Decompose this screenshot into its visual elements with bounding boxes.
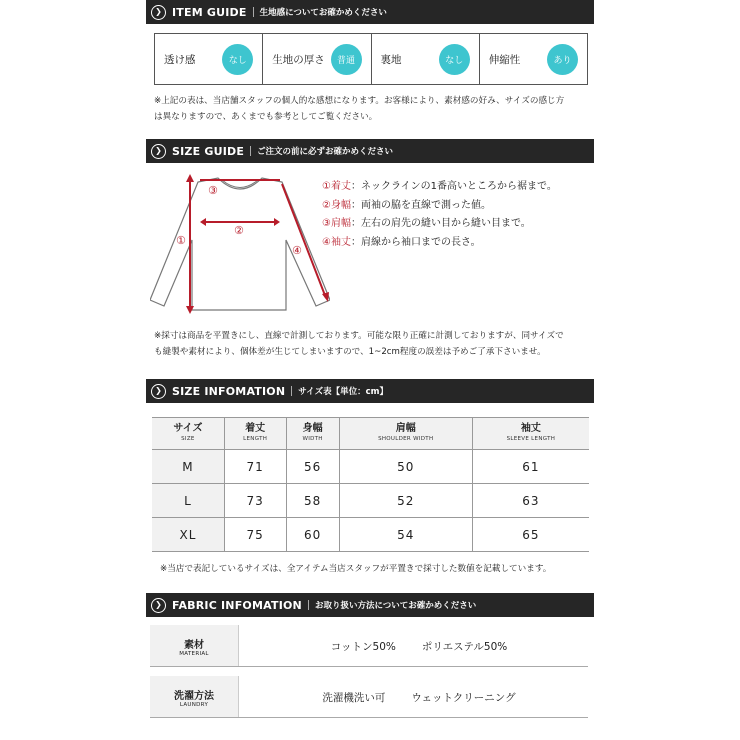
- size-guide-title: SIZE GUIDE: [172, 144, 245, 158]
- value-cell: 63: [522, 493, 540, 508]
- table-row: [152, 518, 589, 552]
- explanation-row: [322, 197, 557, 216]
- fabric-value: ウェットクリーニング: [411, 691, 516, 704]
- value-cell: 58: [286, 484, 339, 518]
- size-cell: XL: [152, 518, 224, 552]
- size-cell: L: [152, 484, 224, 518]
- size-cell: M: [152, 450, 224, 484]
- arrow-head: [186, 174, 194, 182]
- size-guide-note: [154, 328, 564, 360]
- note-line: ※採寸は商品を平置きにし、直線で計測しております。可能な限り正確に計測しておりますが、同サイズで: [154, 331, 564, 341]
- explanation-row: [322, 215, 557, 234]
- fabric-value: コットン50%: [330, 640, 396, 653]
- fabric-row-material: [150, 625, 588, 667]
- item-guide-note: [154, 93, 564, 125]
- fabric-info-title: FABRIC INFOMATION: [172, 598, 302, 612]
- size-info-subtitle: サイズ表【単位：cm】: [298, 387, 388, 397]
- size-guide-explanations: [322, 178, 557, 252]
- divider: [291, 386, 292, 396]
- value-cell: 75: [224, 518, 286, 552]
- measure-key: ②身幅: [322, 199, 351, 211]
- size-info-note: ※当店で表記しているサイズは、全アイテム当店スタッフが平置きで採寸した数値を記載しています。: [160, 564, 552, 574]
- table-header-row: [152, 418, 589, 450]
- fabric-label: 洗濯方法 LAUNDRY: [150, 676, 239, 718]
- size-guide-subtitle: ご注文の前に必ずお確かめください: [257, 147, 394, 157]
- fabric-value: ポリエステル50%: [421, 640, 508, 653]
- column-header: 袖丈 SLEEVE LENGTH: [506, 423, 556, 442]
- measure-text: ：両袖の脇を直線で測った値。: [350, 199, 491, 211]
- measure-key: ①着丈: [322, 181, 351, 192]
- value-cell: 73: [224, 484, 286, 518]
- measure-text: ：肩線から袖口までの長さ。: [350, 236, 481, 248]
- size-info-title: SIZE INFOMATION: [172, 384, 286, 398]
- fabric-row-laundry: [150, 676, 588, 718]
- divider: [253, 7, 254, 17]
- column-header: 着丈 LENGTH: [224, 418, 286, 450]
- marker-shoulder: ③: [208, 184, 218, 197]
- guide-value-badge: なし: [222, 44, 253, 75]
- guide-value-badge: なし: [439, 44, 470, 75]
- note-line: は異なりますので、あくまでも参考としてご覧ください。: [154, 112, 378, 122]
- chevron-right-icon: ❯: [151, 598, 166, 613]
- chevron-right-icon: ❯: [151, 144, 166, 159]
- arrow-head: [322, 292, 329, 302]
- divider: [308, 600, 309, 610]
- tshirt-measurement-diagram: [150, 170, 330, 315]
- size-table: [152, 417, 589, 552]
- guide-cell-sheerness: [155, 34, 263, 84]
- divider: [150, 717, 588, 718]
- measure-key: ④袖丈: [322, 236, 351, 248]
- value-cell: 50: [339, 450, 472, 484]
- table-row: [152, 484, 589, 518]
- chevron-right-icon: ❯: [151, 5, 166, 20]
- fabric-values: [250, 676, 588, 718]
- explanation-row: [322, 178, 557, 197]
- measure-text: ：ネックラインの1番高いところから裾まで。: [350, 181, 557, 192]
- arrow-head: [274, 218, 280, 226]
- value-cell: 60: [286, 518, 339, 552]
- note-line: も縫製や素材により、個体差が生じてしまいますので、1~2cm程度の誤差は予めご了承下さいませ。: [154, 347, 546, 357]
- fabric-values: [250, 625, 588, 667]
- item-guide-header: [146, 0, 594, 24]
- item-guide-title: ITEM GUIDE: [172, 5, 247, 19]
- value-cell: 56: [286, 450, 339, 484]
- fabric-info-header: [146, 593, 594, 617]
- column-header: サイズ SIZE: [152, 418, 224, 450]
- marker-sleeve: ④: [292, 244, 302, 257]
- guide-cell-stretch: [480, 34, 587, 84]
- guide-label: 生地の厚さ: [272, 53, 325, 66]
- measure-key: ③肩幅: [322, 218, 351, 229]
- value-cell: 54: [339, 518, 472, 552]
- column-header: 肩幅 SHOULDER WIDTH: [339, 418, 472, 450]
- guide-value-badge: 普通: [331, 44, 362, 75]
- fabric-value: 洗濯機洗い可: [322, 691, 386, 704]
- arrow-head: [200, 218, 206, 226]
- marker-width: ②: [234, 224, 244, 237]
- note-line: ※上記の表は、当店舗スタッフの個人的な感想になります。お客様により、素材感の好み、サイズの感じ方: [154, 96, 565, 106]
- measure-text: ：左右の肩先の縫い目から縫い目まで。: [350, 218, 531, 229]
- guide-value-badge: あり: [547, 44, 578, 75]
- value-cell: 52: [339, 484, 472, 518]
- guide-cell-thickness: [263, 34, 371, 84]
- value-cell: 61: [522, 459, 540, 474]
- neckline: [222, 180, 258, 188]
- divider: [150, 666, 588, 667]
- value-cell: 65: [522, 527, 540, 542]
- fabric-label: 素材 MATERIAL: [150, 625, 239, 667]
- divider: [250, 146, 251, 156]
- fabric-info-subtitle: お取り扱い方法についてお確かめください: [314, 601, 477, 611]
- column-header: 身幅 WIDTH: [286, 418, 339, 450]
- size-info-header: [146, 379, 594, 403]
- explanation-row: [322, 234, 557, 253]
- table-row: [152, 450, 589, 484]
- marker-length: ①: [176, 234, 186, 247]
- guide-label: 伸縮性: [488, 53, 521, 66]
- value-cell: 71: [224, 450, 286, 484]
- guide-cell-lining: [372, 34, 480, 84]
- guide-label: 透け感: [164, 53, 196, 66]
- item-guide-table: [154, 33, 588, 85]
- size-guide-header: [146, 139, 594, 163]
- guide-label: 裏地: [380, 53, 402, 66]
- chevron-right-icon: ❯: [151, 384, 166, 399]
- item-guide-subtitle: 生地感についてお確かめください: [259, 8, 387, 18]
